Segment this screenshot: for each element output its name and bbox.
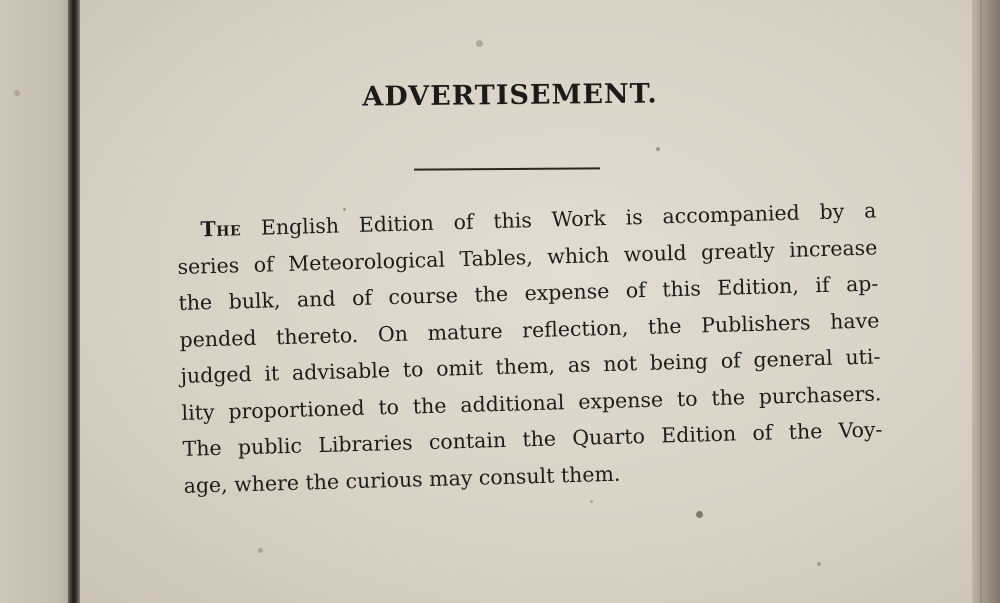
paragraph-line-text: English Edition of this Work is accompanied by a	[240, 198, 877, 241]
book-gutter	[68, 0, 80, 603]
facing-page-edge	[0, 0, 74, 603]
paper-speck	[656, 147, 660, 151]
paper-speck	[696, 511, 703, 518]
paper-speck	[590, 500, 593, 503]
paragraph-line: age, where the curious may consult them.	[183, 461, 621, 498]
paper-speck	[476, 40, 483, 47]
paper-speck	[258, 548, 263, 553]
page-fore-edge	[972, 0, 1000, 603]
paragraph-line: judged it advisable to omit them, as not being of general uti-	[180, 344, 881, 388]
paragraph-line: the bulk, and of course the expense of this Edition, if ap-	[178, 271, 879, 315]
paragraph-line: series of Meteorological Tables, which would greatly increase	[177, 234, 878, 279]
page-heading: ADVERTISEMENT.	[362, 78, 658, 113]
paragraph-line: pended thereto. On mature reflection, the Publishers have	[179, 307, 880, 352]
advertisement-paragraph	[176, 192, 884, 503]
paragraph-line: lity proportioned to the additional expense to the purchasers.	[181, 380, 882, 425]
paragraph-line: The public Libraries contain the Quarto Edition of the Voy-	[182, 417, 883, 461]
paper-speck	[817, 562, 821, 566]
drop-word: The	[200, 216, 242, 242]
